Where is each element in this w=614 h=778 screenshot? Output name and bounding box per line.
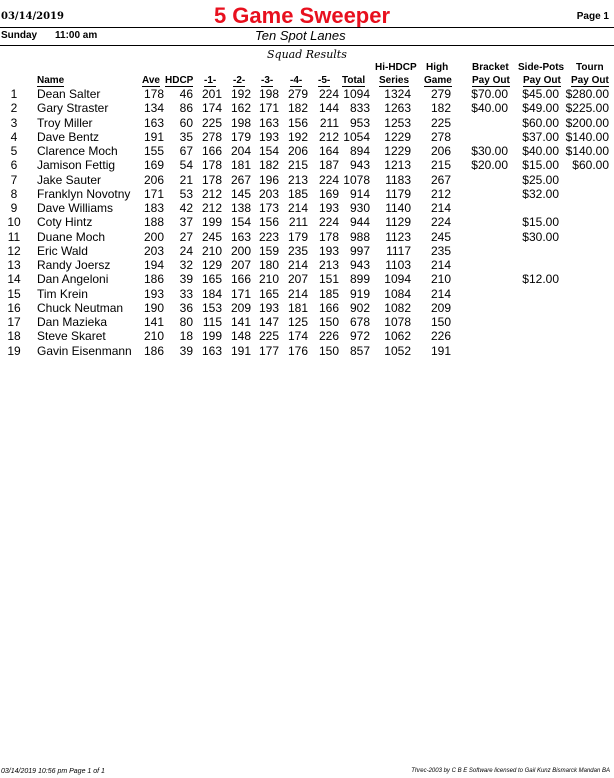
cell-total: 943 bbox=[349, 258, 370, 272]
cell-name: Randy Joersz bbox=[37, 258, 111, 272]
cell-game: 279 bbox=[430, 87, 451, 101]
cell-g3: 163 bbox=[258, 115, 279, 130]
cell-num: 5 bbox=[10, 144, 18, 158]
cell-g5: 211 bbox=[319, 115, 339, 130]
cell-total: 894 bbox=[349, 144, 370, 158]
cell-g1: 278 bbox=[201, 129, 222, 144]
cell-series: 1129 bbox=[385, 215, 411, 230]
col-game-4: -4- bbox=[290, 75, 303, 86]
cell-hdcp: 18 bbox=[179, 329, 193, 344]
cell-side: $25.00 bbox=[522, 172, 559, 187]
cell-name: Clarence Moch bbox=[37, 144, 118, 158]
cell-g2: 191 bbox=[230, 343, 251, 358]
cell-g1: 153 bbox=[201, 300, 222, 315]
table-row bbox=[0, 215, 614, 229]
cell-side: $49.00 bbox=[522, 101, 559, 116]
cell-ave: 163 bbox=[143, 115, 164, 130]
cell-g1: 115 bbox=[202, 315, 222, 329]
cell-num: 11 bbox=[7, 229, 21, 244]
cell-g2: 204 bbox=[230, 144, 251, 158]
cell-g1: 178 bbox=[201, 158, 222, 173]
cell-g2: 198 bbox=[230, 115, 251, 130]
cell-hdcp: 27 bbox=[179, 229, 193, 244]
col-tourn-payout: Pay Out bbox=[571, 75, 609, 86]
cell-g5: 213 bbox=[318, 258, 339, 272]
cell-series: 1094 bbox=[384, 272, 411, 287]
footer-print-info: 03/14/2019 10:56 pm Page 1 of 1 bbox=[1, 768, 105, 775]
col-hdcp: HDCP bbox=[165, 75, 194, 86]
cell-series: 1324 bbox=[384, 87, 411, 101]
cell-g5: 150 bbox=[318, 343, 339, 358]
cell-g2: 154 bbox=[230, 215, 251, 230]
cell-side: $40.00 bbox=[522, 144, 559, 158]
col-bracket: Bracket bbox=[472, 62, 509, 73]
table-row bbox=[0, 201, 614, 215]
cell-g3: 180 bbox=[258, 258, 279, 272]
cell-num: 3 bbox=[10, 115, 18, 130]
cell-ave: 188 bbox=[143, 215, 164, 230]
cell-g3: 154 bbox=[258, 144, 279, 158]
cell-hdcp: 24 bbox=[179, 243, 193, 258]
cell-game: 182 bbox=[430, 101, 451, 116]
cell-num: 6 bbox=[10, 158, 18, 173]
cell-g3: 225 bbox=[258, 329, 279, 344]
cell-total: 1078 bbox=[343, 172, 370, 187]
cell-g3: 196 bbox=[258, 172, 279, 187]
cell-g1: 163 bbox=[201, 343, 222, 358]
cell-g4: 214 bbox=[287, 201, 308, 215]
cell-total: 857 bbox=[349, 343, 370, 358]
cell-hdcp: 36 bbox=[179, 300, 193, 315]
col-tourn: Tourn bbox=[576, 62, 604, 73]
cell-num: 15 bbox=[7, 286, 21, 301]
cell-g2: 171 bbox=[230, 286, 251, 301]
cell-ave: 155 bbox=[143, 144, 164, 158]
cell-name: Dave Williams bbox=[37, 201, 114, 215]
cell-g1: 184 bbox=[201, 286, 222, 301]
cell-num: 9 bbox=[10, 201, 18, 215]
cell-series: 1253 bbox=[384, 115, 411, 130]
cell-g4: 215 bbox=[287, 158, 308, 173]
cell-hdcp: 60 bbox=[179, 115, 193, 130]
cell-g1: 199 bbox=[201, 215, 222, 230]
cell-hdcp: 54 bbox=[179, 158, 193, 173]
table-row bbox=[0, 187, 614, 201]
cell-g5: 224 bbox=[318, 172, 339, 187]
squad-day: Sunday bbox=[1, 30, 38, 41]
table-row bbox=[0, 244, 614, 258]
cell-num: 14 bbox=[7, 272, 21, 287]
col-game-1: -1- bbox=[204, 75, 217, 86]
cell-g3: 182 bbox=[258, 158, 279, 173]
cell-ave: 190 bbox=[143, 300, 164, 315]
subheader-divider bbox=[0, 45, 614, 46]
cell-g2: 148 bbox=[230, 329, 251, 344]
cell-name: Chuck Neutman bbox=[37, 300, 124, 315]
cell-g4: 181 bbox=[287, 300, 308, 315]
col-name: Name bbox=[37, 75, 65, 86]
col-game-3: -3- bbox=[261, 75, 274, 86]
cell-series: 1062 bbox=[384, 329, 411, 344]
cell-g5: 212 bbox=[318, 129, 339, 144]
cell-g5: 187 bbox=[318, 158, 339, 173]
cell-num: 16 bbox=[7, 300, 21, 315]
cell-ave: 200 bbox=[143, 229, 164, 244]
cell-g1: 174 bbox=[201, 101, 222, 116]
cell-g2: 179 bbox=[230, 129, 251, 144]
col-total: Total bbox=[342, 75, 366, 86]
col-ave: Ave bbox=[142, 75, 160, 86]
cell-ave: 171 bbox=[143, 186, 164, 201]
cell-total: 997 bbox=[349, 243, 370, 258]
table-row bbox=[0, 329, 614, 343]
cell-name: Eric Wald bbox=[37, 243, 88, 258]
cell-g5: 164 bbox=[318, 144, 339, 158]
cell-side: $30.00 bbox=[522, 229, 559, 244]
report-title: 5 Game Sweeper bbox=[213, 3, 391, 28]
cell-g2: 162 bbox=[230, 101, 251, 116]
cell-g5: 193 bbox=[318, 201, 339, 215]
cell-g1: 245 bbox=[201, 229, 222, 244]
cell-hdcp: 53 bbox=[179, 186, 193, 201]
cell-num: 2 bbox=[10, 101, 18, 116]
cell-side: $45.00 bbox=[522, 87, 559, 101]
table-row bbox=[0, 130, 614, 144]
cell-name: Jake Sauter bbox=[37, 172, 102, 187]
cell-num: 17 bbox=[7, 315, 21, 329]
cell-name: Gavin Eisenmann bbox=[37, 343, 132, 358]
cell-name: Duane Moch bbox=[37, 229, 106, 244]
cell-ave: 186 bbox=[143, 272, 164, 287]
cell-total: 902 bbox=[349, 300, 370, 315]
cell-ave: 210 bbox=[143, 329, 164, 344]
cell-num: 4 bbox=[10, 129, 18, 144]
cell-g3: 165 bbox=[258, 286, 279, 301]
center-name: Ten Spot Lanes bbox=[255, 28, 346, 43]
cell-g3: 171 bbox=[258, 101, 279, 116]
cell-side: $12.00 bbox=[522, 272, 559, 287]
cell-series: 1183 bbox=[385, 172, 411, 187]
cell-hdcp: 42 bbox=[179, 201, 193, 215]
table-row bbox=[0, 158, 614, 172]
cell-g5: 178 bbox=[318, 229, 339, 244]
cell-g2: 209 bbox=[230, 300, 251, 315]
cell-g5: 144 bbox=[318, 101, 339, 116]
cell-g4: 125 bbox=[287, 315, 308, 329]
cell-hdcp: 86 bbox=[179, 101, 193, 116]
table-row bbox=[0, 101, 614, 115]
cell-tourn: $200.00 bbox=[565, 115, 609, 130]
cell-side: $15.00 bbox=[522, 158, 559, 173]
cell-g4: 235 bbox=[287, 243, 308, 258]
table-row bbox=[0, 258, 614, 272]
cell-tourn: $140.00 bbox=[565, 129, 609, 144]
footer-license: Threc-2003 by C B E Software licensed to Gail Kunz Bismarck Mandan BA bbox=[411, 768, 610, 774]
cell-name: Tim Krein bbox=[37, 286, 88, 301]
cell-game: 245 bbox=[430, 229, 451, 244]
cell-ave: 141 bbox=[143, 315, 164, 329]
col-game-2: -2- bbox=[233, 75, 246, 86]
cell-num: 12 bbox=[7, 243, 21, 258]
cell-g2: 166 bbox=[230, 272, 251, 287]
cell-series: 1229 bbox=[384, 144, 411, 158]
cell-total: 919 bbox=[349, 286, 370, 301]
cell-g5: 224 bbox=[318, 215, 339, 230]
cell-game: 214 bbox=[430, 201, 451, 215]
cell-game: 267 bbox=[430, 172, 451, 187]
cell-hdcp: 37 bbox=[179, 215, 193, 230]
cell-g5: 185 bbox=[318, 286, 339, 301]
cell-g2: 207 bbox=[230, 258, 251, 272]
cell-total: 943 bbox=[349, 158, 370, 173]
cell-num: 18 bbox=[7, 329, 21, 344]
cell-total: 833 bbox=[349, 101, 370, 116]
cell-num: 8 bbox=[10, 186, 18, 201]
cell-hdcp: 80 bbox=[179, 315, 193, 329]
cell-tourn: $225.00 bbox=[565, 101, 609, 116]
cell-total: 944 bbox=[349, 215, 370, 230]
cell-game: 215 bbox=[430, 158, 451, 173]
cell-game: 214 bbox=[430, 258, 451, 272]
cell-g5: 224 bbox=[318, 87, 339, 101]
cell-g4: 182 bbox=[287, 101, 308, 116]
cell-series: 1103 bbox=[385, 258, 411, 272]
cell-game: 206 bbox=[430, 144, 451, 158]
cell-g2: 192 bbox=[230, 87, 251, 101]
cell-game: 278 bbox=[430, 129, 451, 144]
cell-num: 7 bbox=[10, 172, 18, 187]
cell-series: 1229 bbox=[384, 129, 411, 144]
cell-total: 930 bbox=[349, 201, 370, 215]
cell-g4: 185 bbox=[287, 186, 308, 201]
squad-time: 11:00 am bbox=[55, 30, 98, 41]
cell-g4: 207 bbox=[287, 272, 308, 287]
cell-hdcp: 67 bbox=[179, 144, 193, 158]
cell-total: 914 bbox=[349, 186, 370, 201]
table-row bbox=[0, 287, 614, 301]
table-row bbox=[0, 116, 614, 130]
cell-ave: 191 bbox=[143, 129, 164, 144]
cell-total: 953 bbox=[349, 115, 370, 130]
cell-tourn: $280.00 bbox=[565, 87, 609, 101]
col-side-payout: Pay Out bbox=[523, 75, 561, 86]
cell-name: Steve Skaret bbox=[37, 329, 106, 344]
cell-g3: 147 bbox=[258, 315, 279, 329]
table-row bbox=[0, 344, 614, 358]
cell-g1: 212 bbox=[201, 186, 222, 201]
cell-ave: 186 bbox=[143, 343, 164, 358]
cell-tourn: $60.00 bbox=[572, 158, 609, 173]
cell-g3: 156 bbox=[258, 215, 279, 230]
cell-g3: 159 bbox=[258, 243, 279, 258]
cell-hdcp: 39 bbox=[179, 343, 193, 358]
cell-g4: 176 bbox=[287, 343, 308, 358]
cell-game: 191 bbox=[430, 343, 451, 358]
table-row bbox=[0, 272, 614, 286]
cell-game: 150 bbox=[430, 315, 451, 329]
cell-g4: 211 bbox=[288, 215, 308, 230]
cell-g5: 150 bbox=[318, 315, 339, 329]
cell-bracket: $70.00 bbox=[471, 87, 508, 101]
cell-num: 10 bbox=[7, 215, 21, 230]
cell-g4: 179 bbox=[287, 229, 308, 244]
cell-g1: 166 bbox=[201, 144, 222, 158]
cell-game: 225 bbox=[430, 115, 451, 130]
cell-hdcp: 32 bbox=[179, 258, 193, 272]
cell-hdcp: 46 bbox=[179, 87, 193, 101]
cell-g1: 201 bbox=[201, 87, 222, 101]
cell-ave: 178 bbox=[143, 87, 164, 101]
cell-g5: 193 bbox=[318, 243, 339, 258]
cell-ave: 203 bbox=[143, 243, 164, 258]
cell-g4: 213 bbox=[287, 172, 308, 187]
cell-name: Jamison Fettig bbox=[37, 158, 116, 173]
cell-g1: 210 bbox=[201, 243, 222, 258]
cell-game: 210 bbox=[430, 272, 451, 287]
cell-side: $60.00 bbox=[522, 115, 559, 130]
cell-game: 224 bbox=[430, 215, 451, 230]
cell-g4: 214 bbox=[287, 258, 308, 272]
cell-g4: 206 bbox=[287, 144, 308, 158]
cell-side: $32.00 bbox=[522, 186, 559, 201]
cell-game: 226 bbox=[430, 329, 451, 344]
cell-g5: 169 bbox=[318, 186, 339, 201]
cell-total: 988 bbox=[349, 229, 370, 244]
table-row bbox=[0, 173, 614, 187]
col-game-5: -5- bbox=[318, 75, 331, 86]
cell-g4: 174 bbox=[287, 329, 308, 344]
cell-g5: 166 bbox=[318, 300, 339, 315]
cell-hdcp: 33 bbox=[179, 286, 193, 301]
cell-num: 13 bbox=[7, 258, 21, 272]
cell-total: 899 bbox=[349, 272, 370, 287]
cell-series: 1082 bbox=[384, 300, 411, 315]
cell-g3: 173 bbox=[258, 201, 279, 215]
cell-g2: 138 bbox=[230, 201, 251, 215]
cell-g2: 163 bbox=[230, 229, 251, 244]
cell-g3: 193 bbox=[258, 129, 279, 144]
cell-g5: 151 bbox=[318, 272, 339, 287]
table-row bbox=[0, 144, 614, 158]
cell-g1: 212 bbox=[201, 201, 222, 215]
col-series: Series bbox=[379, 75, 410, 86]
cell-hdcp: 39 bbox=[179, 272, 193, 287]
cell-g4: 214 bbox=[287, 286, 308, 301]
cell-num: 19 bbox=[7, 343, 21, 358]
col-game: Game bbox=[424, 75, 452, 86]
cell-side: $15.00 bbox=[522, 215, 559, 230]
col-hi-hdcp: Hi-HDCP bbox=[375, 62, 417, 73]
cell-series: 1123 bbox=[385, 229, 411, 244]
cell-series: 1140 bbox=[385, 201, 411, 215]
cell-hdcp: 21 bbox=[179, 172, 193, 187]
cell-total: 678 bbox=[349, 315, 370, 329]
page-number: Page 1 bbox=[576, 11, 609, 22]
cell-g2: 145 bbox=[230, 186, 251, 201]
cell-g2: 181 bbox=[230, 158, 251, 173]
cell-g4: 192 bbox=[287, 129, 308, 144]
cell-name: Dan Angeloni bbox=[37, 272, 109, 287]
cell-name: Troy Miller bbox=[37, 115, 93, 130]
cell-num: 1 bbox=[10, 87, 18, 101]
col-high: High bbox=[426, 62, 449, 73]
cell-name: Dean Salter bbox=[37, 87, 101, 101]
cell-g2: 267 bbox=[230, 172, 251, 187]
cell-ave: 193 bbox=[143, 286, 164, 301]
col-bracket-payout: Pay Out bbox=[472, 75, 510, 86]
cell-bracket: $20.00 bbox=[471, 158, 508, 173]
cell-g3: 210 bbox=[258, 272, 279, 287]
cell-g3: 177 bbox=[258, 343, 279, 358]
cell-series: 1117 bbox=[386, 243, 411, 258]
cell-g4: 156 bbox=[287, 115, 308, 130]
cell-g2: 200 bbox=[230, 243, 251, 258]
cell-ave: 183 bbox=[143, 201, 164, 215]
cell-ave: 134 bbox=[143, 101, 164, 116]
cell-game: 214 bbox=[430, 286, 451, 301]
cell-series: 1078 bbox=[384, 315, 411, 329]
cell-series: 1052 bbox=[384, 343, 411, 358]
cell-series: 1084 bbox=[384, 286, 411, 301]
cell-series: 1179 bbox=[385, 186, 411, 201]
cell-g4: 279 bbox=[287, 87, 308, 101]
cell-total: 1054 bbox=[343, 129, 370, 144]
cell-game: 209 bbox=[430, 300, 451, 315]
cell-g1: 129 bbox=[201, 258, 222, 272]
cell-g3: 223 bbox=[258, 229, 279, 244]
cell-total: 1094 bbox=[343, 87, 370, 101]
cell-ave: 169 bbox=[143, 158, 164, 173]
cell-g3: 193 bbox=[258, 300, 279, 315]
cell-g1: 178 bbox=[201, 172, 222, 187]
cell-game: 235 bbox=[430, 243, 451, 258]
cell-g3: 203 bbox=[258, 186, 279, 201]
cell-series: 1213 bbox=[384, 158, 411, 173]
cell-name: Franklyn Novotny bbox=[37, 186, 131, 201]
table-row bbox=[0, 301, 614, 315]
cell-g1: 165 bbox=[201, 272, 222, 287]
report-date: 03/14/2019 bbox=[1, 11, 64, 22]
cell-hdcp: 35 bbox=[179, 129, 193, 144]
cell-game: 212 bbox=[430, 186, 451, 201]
table-row bbox=[0, 87, 614, 101]
table-row bbox=[0, 315, 614, 329]
cell-bracket: $30.00 bbox=[471, 144, 508, 158]
cell-side: $37.00 bbox=[522, 129, 559, 144]
cell-bracket: $40.00 bbox=[471, 101, 508, 116]
cell-g3: 198 bbox=[258, 87, 279, 101]
cell-g5: 226 bbox=[318, 329, 339, 344]
cell-name: Dan Mazieka bbox=[37, 315, 108, 329]
cell-ave: 194 bbox=[143, 258, 164, 272]
cell-g1: 199 bbox=[201, 329, 222, 344]
cell-ave: 206 bbox=[143, 172, 164, 187]
report-subtitle: Squad Results bbox=[267, 48, 347, 61]
cell-name: Coty Hintz bbox=[37, 215, 93, 230]
cell-total: 972 bbox=[349, 329, 370, 344]
cell-g1: 225 bbox=[201, 115, 222, 130]
col-side-pots: Side-Pots bbox=[518, 62, 565, 73]
cell-name: Gary Straster bbox=[37, 101, 109, 116]
cell-series: 1263 bbox=[384, 101, 411, 116]
cell-tourn: $140.00 bbox=[565, 144, 609, 158]
cell-g2: 141 bbox=[230, 315, 251, 329]
cell-name: Dave Bentz bbox=[37, 129, 100, 144]
table-row bbox=[0, 230, 614, 244]
